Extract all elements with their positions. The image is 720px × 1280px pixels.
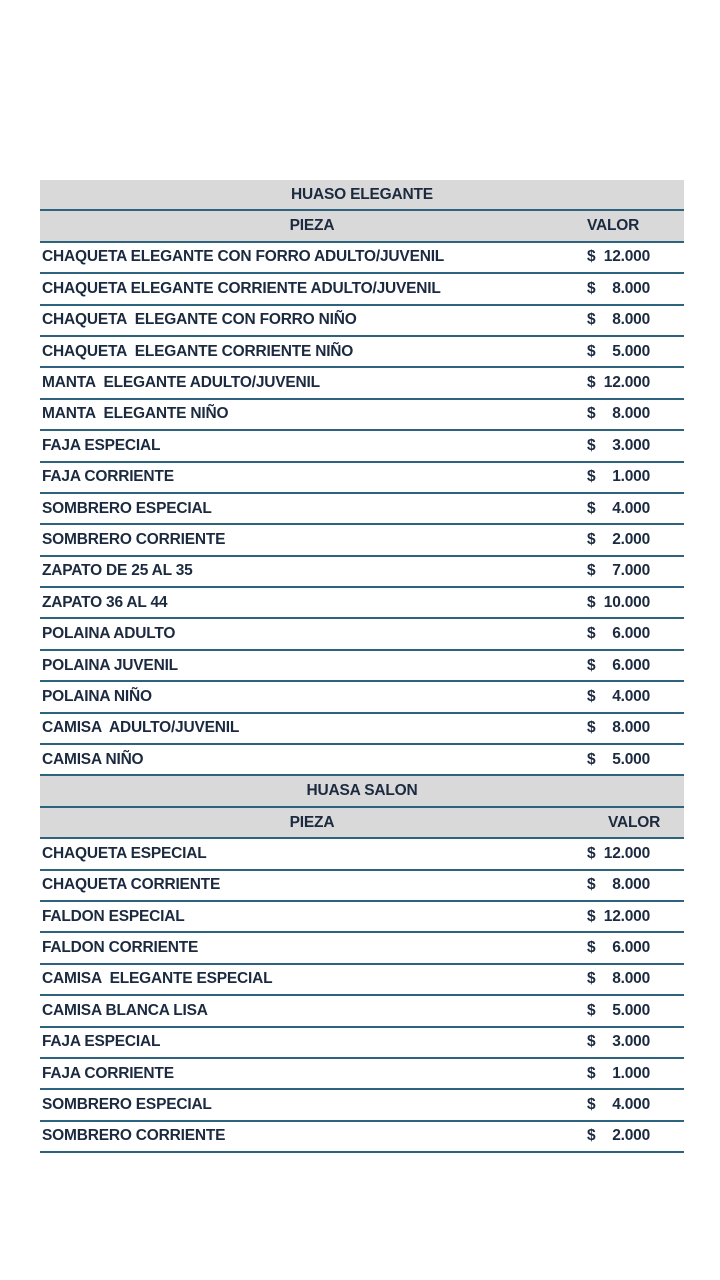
item-price: 12.000 xyxy=(603,907,650,925)
currency-symbol: $ xyxy=(587,1033,596,1051)
item-name: SOMBRERO CORRIENTE xyxy=(42,530,226,548)
item-price: 8.000 xyxy=(612,311,650,329)
currency-symbol: $ xyxy=(587,405,596,423)
table-row xyxy=(40,525,684,556)
currency-symbol: $ xyxy=(587,374,596,392)
item-name: FAJA CORRIENTE xyxy=(42,468,174,486)
table-row xyxy=(40,965,684,996)
item-price: 8.000 xyxy=(612,279,650,297)
item-price: 8.000 xyxy=(612,876,650,894)
item-name: CHAQUETA CORRIENTE xyxy=(42,876,221,894)
price-table xyxy=(40,180,684,1153)
item-name: CHAQUETA ELEGANTE CON FORRO NIÑO xyxy=(42,311,357,329)
currency-symbol: $ xyxy=(587,279,596,297)
item-name: FALDON ESPECIAL xyxy=(42,907,185,925)
currency-symbol: $ xyxy=(587,342,596,360)
item-name: MANTA ELEGANTE NIÑO xyxy=(42,405,229,423)
table-row xyxy=(40,996,684,1027)
table-row xyxy=(40,619,684,650)
table-row xyxy=(40,431,684,462)
currency-symbol: $ xyxy=(587,907,596,925)
currency-symbol: $ xyxy=(587,844,596,862)
table-row xyxy=(40,400,684,431)
item-name: SOMBRERO ESPECIAL xyxy=(42,499,212,517)
item-name: CHAQUETA ELEGANTE CORRIENTE ADULTO/JUVENIL xyxy=(42,279,441,297)
column-header-row xyxy=(40,808,684,839)
item-name: FAJA ESPECIAL xyxy=(42,1033,161,1051)
currency-symbol: $ xyxy=(587,876,596,894)
table-row xyxy=(40,1059,684,1090)
item-name: ZAPATO 36 AL 44 xyxy=(42,593,168,611)
section-title: HUASO ELEGANTE xyxy=(291,185,433,203)
table-row xyxy=(40,588,684,619)
item-price: 1.000 xyxy=(612,1064,650,1082)
item-name: FAJA ESPECIAL xyxy=(42,436,161,454)
currency-symbol: $ xyxy=(587,719,596,737)
item-name: SOMBRERO ESPECIAL xyxy=(42,1096,212,1114)
item-price: 5.000 xyxy=(612,750,650,768)
item-price: 5.000 xyxy=(612,1001,650,1019)
table-row xyxy=(40,682,684,713)
item-name: FALDON CORRIENTE xyxy=(42,939,199,957)
item-name: CAMISA ADULTO/JUVENIL xyxy=(42,719,240,737)
item-price: 3.000 xyxy=(612,1033,650,1051)
item-name: CHAQUETA ELEGANTE CON FORRO ADULTO/JUVENIL xyxy=(42,248,445,266)
price-section xyxy=(40,180,684,776)
table-row xyxy=(40,1122,684,1153)
column-header-pieza: PIEZA xyxy=(289,813,335,831)
item-price: 4.000 xyxy=(612,1096,650,1114)
table-row xyxy=(40,557,684,588)
item-price: 8.000 xyxy=(612,970,650,988)
table-row xyxy=(40,871,684,902)
item-name: FAJA CORRIENTE xyxy=(42,1064,174,1082)
item-price: 12.000 xyxy=(603,844,650,862)
table-row xyxy=(40,933,684,964)
item-name: MANTA ELEGANTE ADULTO/JUVENIL xyxy=(42,374,320,392)
currency-symbol: $ xyxy=(587,625,596,643)
item-name: CAMISA ELEGANTE ESPECIAL xyxy=(42,970,273,988)
table-row xyxy=(40,306,684,337)
column-header-pieza: PIEZA xyxy=(289,217,335,235)
item-price: 4.000 xyxy=(612,687,650,705)
currency-symbol: $ xyxy=(587,656,596,674)
item-name: CHAQUETA ESPECIAL xyxy=(42,844,207,862)
column-header-valor: VALOR xyxy=(608,813,661,831)
column-header-row xyxy=(40,211,684,242)
section-title-row xyxy=(40,776,684,807)
section-title-row xyxy=(40,180,684,211)
currency-symbol: $ xyxy=(587,593,596,611)
currency-symbol: $ xyxy=(587,1001,596,1019)
currency-symbol: $ xyxy=(587,562,596,580)
table-row xyxy=(40,745,684,776)
item-price: 6.000 xyxy=(612,656,650,674)
item-price: 12.000 xyxy=(603,374,650,392)
item-price: 6.000 xyxy=(612,939,650,957)
item-name: POLAINA ADULTO xyxy=(42,625,176,643)
item-price: 8.000 xyxy=(612,719,650,737)
table-row xyxy=(40,368,684,399)
currency-symbol: $ xyxy=(587,530,596,548)
item-name: POLAINA NIÑO xyxy=(42,687,152,705)
column-header-valor: VALOR xyxy=(587,217,640,235)
table-row xyxy=(40,651,684,682)
currency-symbol: $ xyxy=(587,687,596,705)
currency-symbol: $ xyxy=(587,436,596,454)
table-row xyxy=(40,274,684,305)
item-name: POLAINA JUVENIL xyxy=(42,656,178,674)
table-row xyxy=(40,463,684,494)
item-name: ZAPATO DE 25 AL 35 xyxy=(42,562,193,580)
item-price: 10.000 xyxy=(603,593,650,611)
currency-symbol: $ xyxy=(587,939,596,957)
table-row xyxy=(40,243,684,274)
item-name: CAMISA NIÑO xyxy=(42,750,144,768)
item-name: CAMISA BLANCA LISA xyxy=(42,1001,208,1019)
table-row xyxy=(40,714,684,745)
item-price: 2.000 xyxy=(612,530,650,548)
currency-symbol: $ xyxy=(587,970,596,988)
table-row xyxy=(40,494,684,525)
item-price: 1.000 xyxy=(612,468,650,486)
item-price: 4.000 xyxy=(612,499,650,517)
section-title: HUASA SALON xyxy=(306,782,418,800)
item-price: 5.000 xyxy=(612,342,650,360)
item-price: 6.000 xyxy=(612,625,650,643)
currency-symbol: $ xyxy=(587,1064,596,1082)
table-row xyxy=(40,902,684,933)
currency-symbol: $ xyxy=(587,1096,596,1114)
item-name: CHAQUETA ELEGANTE CORRIENTE NIÑO xyxy=(42,342,354,360)
item-price: 12.000 xyxy=(603,248,650,266)
currency-symbol: $ xyxy=(587,468,596,486)
item-price: 3.000 xyxy=(612,436,650,454)
item-price: 2.000 xyxy=(612,1127,650,1145)
currency-symbol: $ xyxy=(587,499,596,517)
currency-symbol: $ xyxy=(587,1127,596,1145)
item-name: SOMBRERO CORRIENTE xyxy=(42,1127,226,1145)
table-row xyxy=(40,839,684,870)
price-section xyxy=(40,776,684,1153)
table-row xyxy=(40,337,684,368)
currency-symbol: $ xyxy=(587,311,596,329)
item-price: 8.000 xyxy=(612,405,650,423)
item-price: 7.000 xyxy=(612,562,650,580)
currency-symbol: $ xyxy=(587,750,596,768)
table-row xyxy=(40,1028,684,1059)
table-row xyxy=(40,1090,684,1121)
currency-symbol: $ xyxy=(587,248,596,266)
